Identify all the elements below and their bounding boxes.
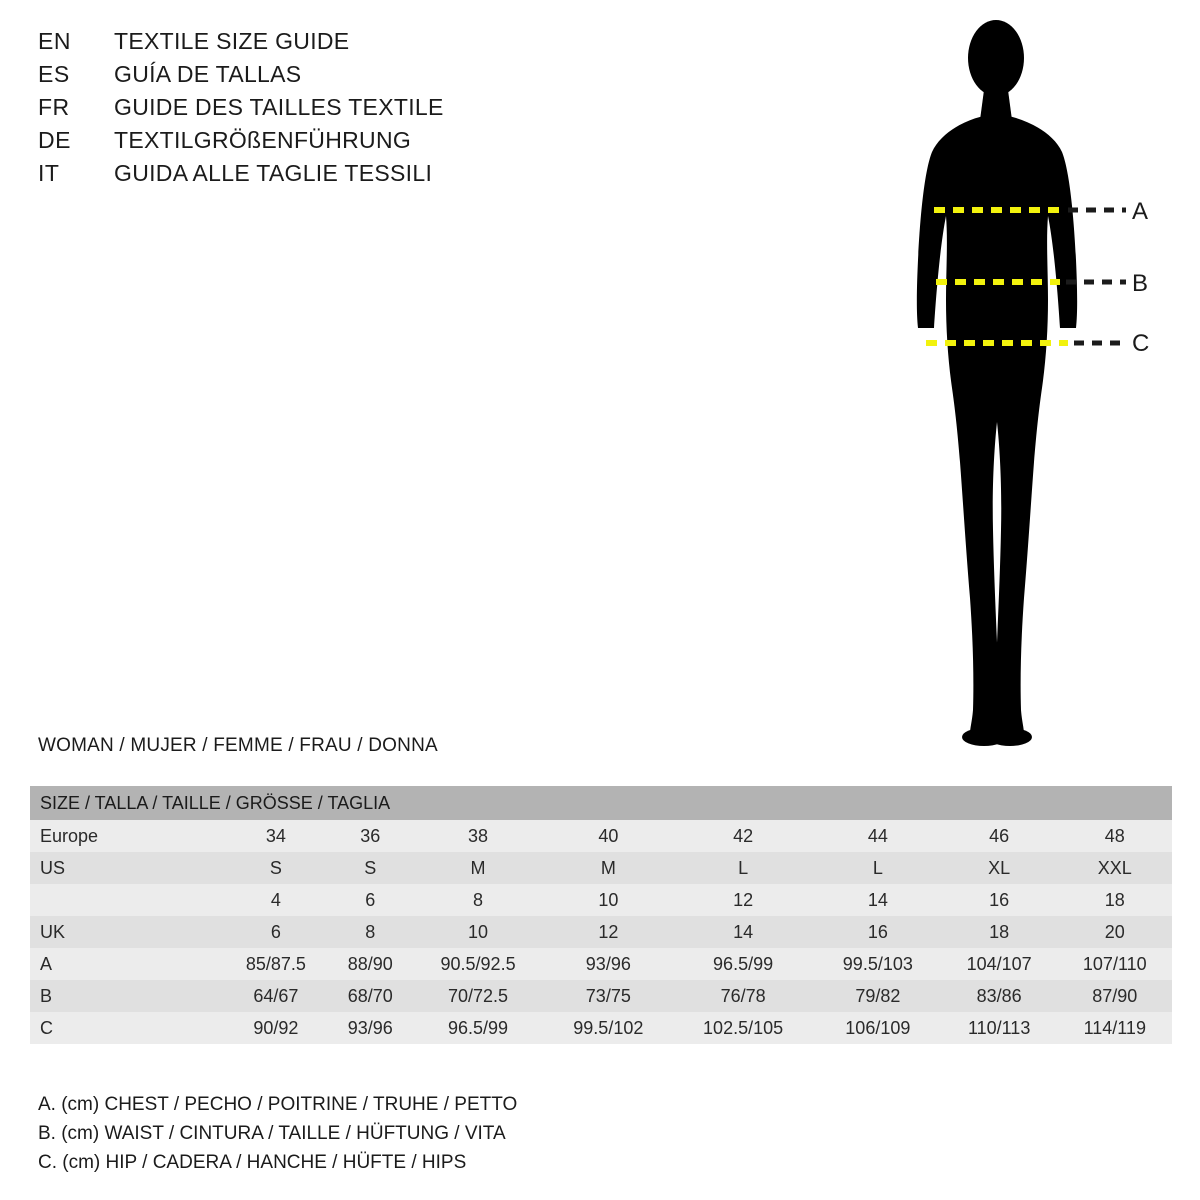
table-cell: 79/82 — [815, 980, 941, 1012]
title-row — [38, 28, 658, 61]
table-cell: XXL — [1058, 852, 1172, 884]
row-label: UK — [30, 916, 222, 948]
title-row — [38, 94, 658, 127]
table-cell: 8 — [411, 884, 546, 916]
size-table — [30, 786, 1172, 1044]
title-lang-code: DE — [38, 127, 71, 153]
table-row — [30, 884, 1172, 916]
table-cell: 93/96 — [545, 948, 671, 980]
table-cell: 14 — [815, 884, 941, 916]
table-cell: 6 — [330, 884, 411, 916]
row-label: US — [30, 852, 222, 884]
table-cell: S — [222, 852, 330, 884]
table-cell: 4 — [222, 884, 330, 916]
title-text: GUIDA ALLE TAGLIE TESSILI — [114, 160, 433, 186]
language-title-block — [38, 28, 658, 193]
table-cell: 18 — [1058, 884, 1172, 916]
table-cell: 87/90 — [1058, 980, 1172, 1012]
table-cell: 96.5/99 — [671, 948, 815, 980]
row-label — [30, 884, 222, 916]
table-cell: L — [815, 852, 941, 884]
table-cell: 10 — [545, 884, 671, 916]
table-cell: XL — [941, 852, 1058, 884]
legend-line-b: B. (cm) WAIST / CINTURA / TAILLE / HÜFTUNG / VITA — [38, 1123, 506, 1144]
table-cell: 70/72.5 — [411, 980, 546, 1012]
table-cell: 12 — [671, 884, 815, 916]
table-cell: 114/119 — [1058, 1012, 1172, 1044]
table-cell: 14 — [671, 916, 815, 948]
row-label: A — [30, 948, 222, 980]
table-cell: 44 — [815, 820, 941, 852]
table-row — [30, 916, 1172, 948]
section-title: WOMAN / MUJER / FEMME / FRAU / DONNA — [38, 735, 438, 756]
measurement-label-b: B — [1132, 270, 1149, 297]
table-cell: 46 — [941, 820, 1058, 852]
body-silhouette-icon — [860, 10, 1190, 750]
title-row — [38, 61, 658, 94]
table-cell: 64/67 — [222, 980, 330, 1012]
table-cell: 20 — [1058, 916, 1172, 948]
table-row — [30, 820, 1172, 852]
female-body-figure — [860, 10, 1190, 750]
title-text: GUIDE DES TAILLES TEXTILE — [114, 94, 444, 120]
table-cell: 48 — [1058, 820, 1172, 852]
table-cell: S — [330, 852, 411, 884]
legend-line-a: A. (cm) CHEST / PECHO / POITRINE / TRUHE / PETTO — [38, 1094, 518, 1115]
table-cell: 16 — [815, 916, 941, 948]
row-label: C — [30, 1012, 222, 1044]
table-cell: 99.5/102 — [545, 1012, 671, 1044]
table-cell: 40 — [545, 820, 671, 852]
table-cell: 88/90 — [330, 948, 411, 980]
table-cell: 73/75 — [545, 980, 671, 1012]
table-cell: 99.5/103 — [815, 948, 941, 980]
table-cell: 110/113 — [941, 1012, 1058, 1044]
title-row — [38, 127, 658, 160]
table-cell: 104/107 — [941, 948, 1058, 980]
title-text: TEXTILGRÖßENFÜHRUNG — [114, 127, 412, 153]
title-text: TEXTILE SIZE GUIDE — [114, 28, 350, 54]
table-cell: 10 — [411, 916, 546, 948]
measurement-label-a: A — [1132, 198, 1149, 225]
row-label: B — [30, 980, 222, 1012]
table-row — [30, 948, 1172, 980]
table-header-row — [30, 786, 1172, 820]
title-lang-code: ES — [38, 61, 70, 87]
table-cell: 68/70 — [330, 980, 411, 1012]
table-row — [30, 852, 1172, 884]
table-row — [30, 980, 1172, 1012]
table-cell: 83/86 — [941, 980, 1058, 1012]
table-header-label: SIZE / TALLA / TAILLE / GRÖSSE / TAGLIA — [30, 786, 1172, 820]
table-cell: 102.5/105 — [671, 1012, 815, 1044]
title-lang-code: EN — [38, 28, 71, 54]
table-cell: 85/87.5 — [222, 948, 330, 980]
table-cell: 18 — [941, 916, 1058, 948]
title-lang-code: FR — [38, 94, 70, 120]
table-cell: L — [671, 852, 815, 884]
table-cell: 16 — [941, 884, 1058, 916]
legend-line-c: C. (cm) HIP / CADERA / HANCHE / HÜFTE / HIPS — [38, 1152, 467, 1173]
table-cell: 90/92 — [222, 1012, 330, 1044]
row-label: Europe — [30, 820, 222, 852]
measurement-legend — [38, 1090, 738, 1177]
table-cell: 107/110 — [1058, 948, 1172, 980]
table-cell: 42 — [671, 820, 815, 852]
title-text: GUÍA DE TALLAS — [114, 61, 302, 87]
table-cell: 96.5/99 — [411, 1012, 546, 1044]
table-cell: 106/109 — [815, 1012, 941, 1044]
title-row — [38, 160, 658, 193]
table-cell: 12 — [545, 916, 671, 948]
table-cell: 36 — [330, 820, 411, 852]
table-cell: 38 — [411, 820, 546, 852]
table-cell: 34 — [222, 820, 330, 852]
table-cell: 93/96 — [330, 1012, 411, 1044]
title-lang-code: IT — [38, 160, 60, 186]
table-cell: 8 — [330, 916, 411, 948]
table-row — [30, 1012, 1172, 1044]
table-cell: M — [545, 852, 671, 884]
table-cell: 90.5/92.5 — [411, 948, 546, 980]
measurement-label-c: C — [1132, 330, 1150, 357]
table-cell: M — [411, 852, 546, 884]
table-cell: 76/78 — [671, 980, 815, 1012]
table-cell: 6 — [222, 916, 330, 948]
